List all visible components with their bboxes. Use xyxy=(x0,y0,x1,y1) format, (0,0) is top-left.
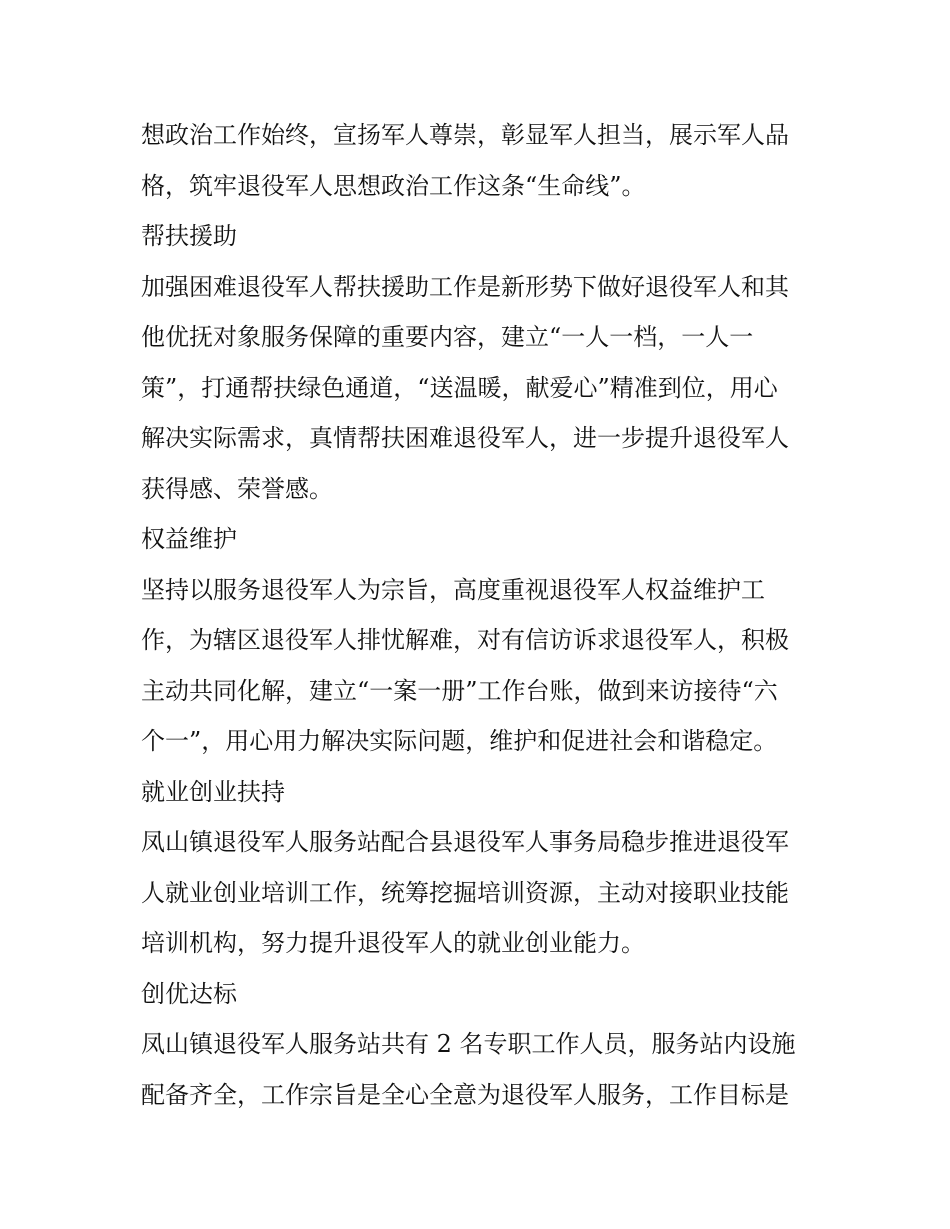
document-body xyxy=(141,110,813,1120)
section-heading-rights: 权益维护 xyxy=(141,525,237,553)
paragraph-line: 坚持以服务退役军人为宗旨，高度重视退役军人权益维护工 xyxy=(141,575,765,604)
paragraph-line: 作，为辖区退役军人排忧解难，对有信访诉求退役军人，积极 xyxy=(141,626,789,654)
paragraph-line: 策”，打通帮扶绿色通道，“送温暖，献爱心”精准到位，用心 xyxy=(141,373,778,402)
paragraph-line: 人就业创业培训工作，统筹挖掘培训资源，主动对接职业技能 xyxy=(141,878,789,907)
paragraph-line: 个一”，用心用力解决实际问题，维护和促进社会和谐稳定。 xyxy=(141,727,778,755)
paragraph-line: 加强困难退役军人帮扶援助工作是新形势下做好退役军人和其 xyxy=(141,272,789,301)
paragraph-line: 获得感、荣誉感。 xyxy=(141,474,333,503)
paragraph-line: 主动共同化解，建立“一案一册”工作台账，做到来访接待“六 xyxy=(141,676,778,705)
section-heading-employment: 就业创业扶持 xyxy=(141,777,285,806)
paragraph-line: 凤山镇退役军人服务站配合县退役军人事务局稳步推进退役军 xyxy=(141,828,789,856)
paragraph-line: 格，筑牢退役军人思想政治工作这条“生命线”。 xyxy=(141,171,646,200)
paragraph-line: 解决实际需求，真情帮扶困难退役军人，进一步提升退役军人 xyxy=(141,424,789,452)
paragraph-line: 想政治工作始终，宣扬军人尊崇，彰显军人担当，展示军人品 xyxy=(141,121,789,149)
paragraph-line: 配备齐全，工作宗旨是全心全意为退役军人服务，工作目标是 xyxy=(141,1080,789,1109)
paragraph-line: 他优抚对象服务保障的重要内容，建立“一人一档，一人一 xyxy=(141,323,754,351)
paragraph-line: 凤山镇退役军人服务站共有 2 名专职工作人员，服务站内设施 xyxy=(141,1030,796,1058)
section-heading-assistance: 帮扶援助 xyxy=(141,222,237,250)
paragraph-line: 培训机构，努力提升退役军人的就业创业能力。 xyxy=(141,929,645,957)
section-heading-excellence: 创优达标 xyxy=(141,979,237,1008)
